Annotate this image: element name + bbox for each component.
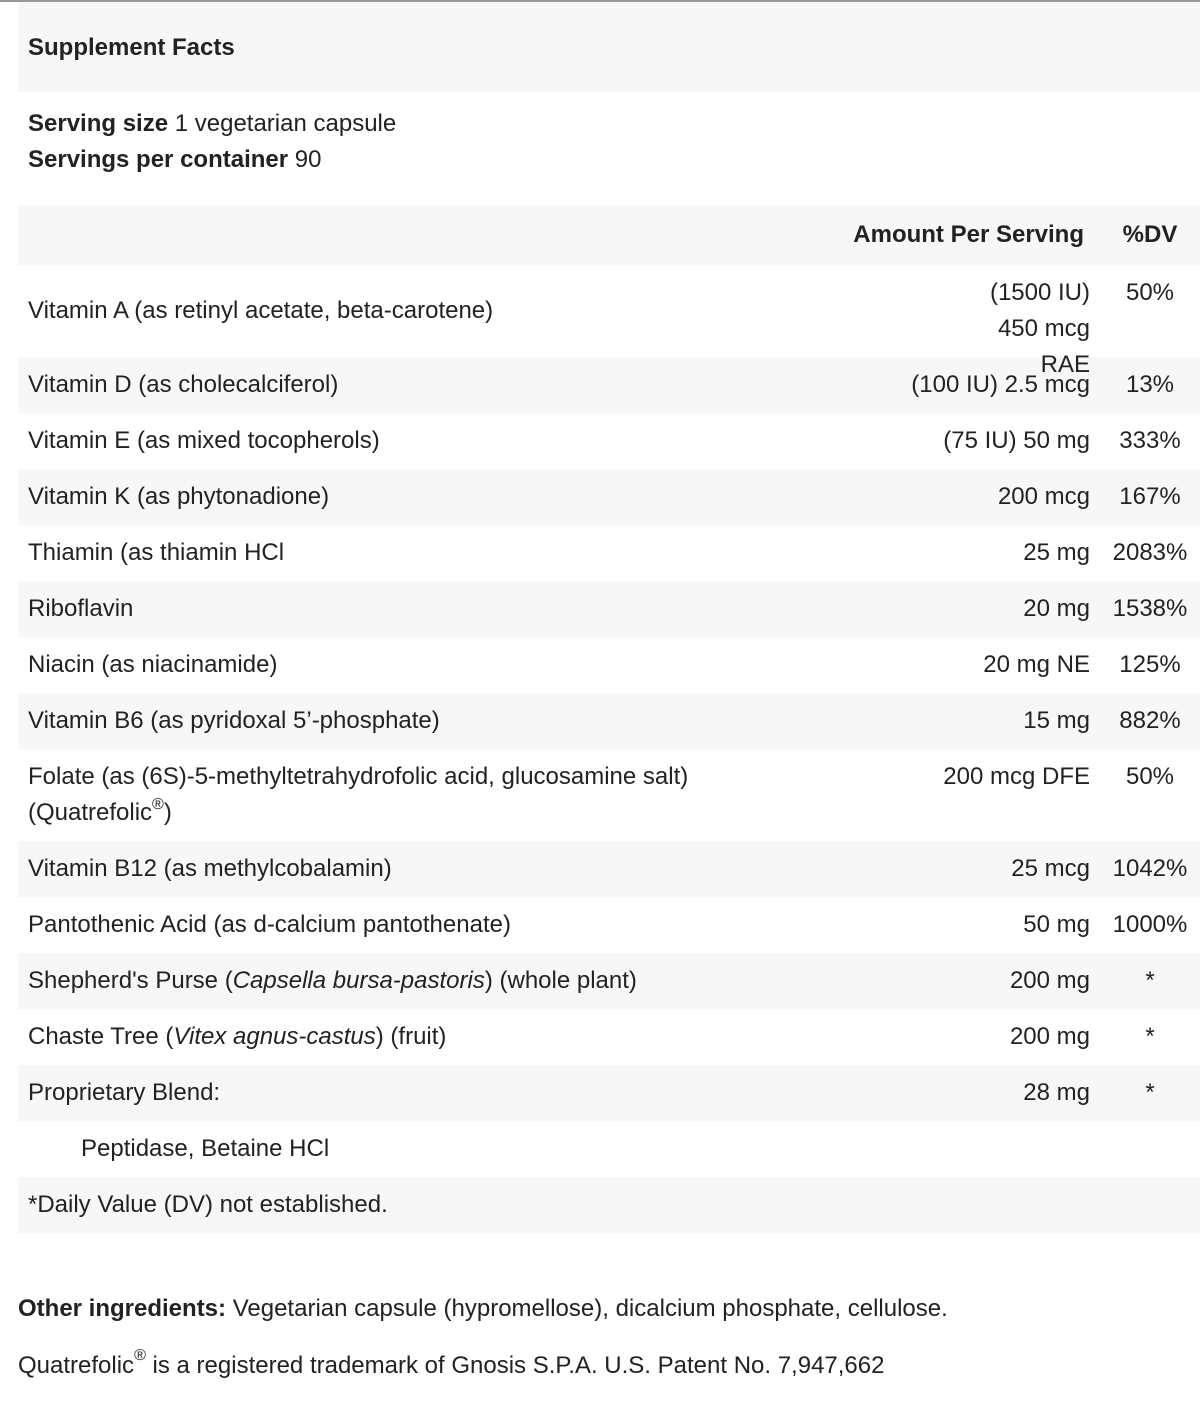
trademark-text: is a registered trademark of Gnosis S.P.A. U.S. Patent No. 7,947,662	[152, 1352, 885, 1379]
nutrient-amount: (75 IU) 50 mg	[943, 427, 1090, 454]
nutrient-amount: 20 mg	[1023, 595, 1090, 622]
blend-ingredients: Peptidase, Betaine HCl	[81, 1135, 330, 1162]
nutrient-dv: *	[1145, 1023, 1155, 1050]
registered-mark: ®	[134, 1347, 146, 1364]
header-amount: Amount Per Serving	[853, 221, 1084, 248]
nutrient-dv: 167%	[1119, 483, 1181, 510]
table-row	[18, 749, 1200, 841]
name-suffix: ) (whole plant)	[484, 967, 637, 994]
nutrient-name: Vitamin A (as retinyl acetate, beta-carotene)	[28, 297, 494, 324]
table-row	[18, 413, 1200, 469]
nutrient-name	[18, 1019, 800, 1055]
table-row	[18, 953, 1200, 1009]
footnote-text: *Daily Value (DV) not established.	[28, 1191, 388, 1218]
nutrient-name: Proprietary Blend:	[28, 1079, 221, 1106]
nutrient-name: Niacin (as niacinamide)	[28, 651, 278, 678]
nutrient-dv: 50%	[1125, 279, 1175, 306]
serving-size-value: 1 vegetarian capsule	[174, 110, 397, 137]
nutrient-dv: 1538%	[1112, 595, 1188, 622]
table-row	[18, 1121, 1200, 1177]
serving-size-label: Serving size	[28, 110, 169, 137]
table-row	[18, 525, 1200, 581]
quatrefolic-name: (Quatrefolic	[28, 799, 153, 826]
nutrient-dv: 333%	[1119, 427, 1181, 454]
nutrient-amount: 25 mcg	[1011, 855, 1090, 882]
nutrient-name: Vitamin B12 (as methylcobalamin)	[28, 855, 392, 882]
nutrient-name: Riboflavin	[28, 595, 134, 622]
table-row	[18, 897, 1200, 953]
closing-paren: )	[163, 799, 172, 826]
trademark-notice	[18, 1348, 1188, 1384]
table-header	[18, 205, 1200, 265]
nutrient-amount: 200 mg	[1009, 967, 1090, 994]
nutrient-amount: (1500 IU) 450 mcg RAE	[989, 279, 1090, 378]
nutrient-amount: 28 mg	[1023, 1079, 1090, 1106]
serving-size	[28, 106, 1200, 142]
nutrient-name: Thiamin (as thiamin HCl	[28, 539, 285, 566]
name-prefix: Chaste Tree (	[28, 1023, 174, 1050]
nutrient-dv: 882%	[1119, 707, 1181, 734]
trademark-brand: Quatrefolic	[18, 1352, 135, 1379]
header-dv: %DV	[1122, 221, 1178, 248]
nutrient-amount: 50 mg	[1023, 911, 1090, 938]
name-suffix: ) (fruit)	[375, 1023, 447, 1050]
table-footnote	[18, 1177, 1200, 1233]
nutrient-amount: 200 mcg DFE	[943, 763, 1090, 790]
table-row	[18, 693, 1200, 749]
table-row	[18, 469, 1200, 525]
table-row	[18, 637, 1200, 693]
nutrient-name: Vitamin B6 (as pyridoxal 5’-phosphate)	[28, 707, 440, 734]
nutrient-name: Vitamin E (as mixed tocopherols)	[28, 427, 380, 454]
nutrient-dv: 125%	[1119, 651, 1181, 678]
nutrient-dv: 2083%	[1112, 539, 1188, 566]
nutrient-name-line1: Folate (as (6S)-5-methyltetrahydrofolic acid, glucosamine salt)	[28, 763, 689, 790]
serving-info	[18, 92, 1200, 205]
nutrient-amount: 15 mg	[1023, 707, 1090, 734]
supplement-facts-panel	[18, 2, 1200, 1233]
nutrient-dv: 1000%	[1112, 911, 1188, 938]
registered-mark: ®	[152, 796, 164, 813]
name-prefix: Shepherd's Purse (	[28, 967, 233, 994]
nutrient-name: Vitamin K (as phytonadione)	[28, 483, 330, 510]
nutrient-name-line2	[28, 795, 800, 831]
other-ingredients-text: Vegetarian capsule (hypromellose), dicalcium phosphate, cellulose.	[232, 1295, 948, 1322]
nutrient-name: Vitamin D (as cholecalciferol)	[28, 371, 339, 398]
latin-name: Vitex agnus-castus	[173, 1023, 376, 1050]
nutrient-dv: *	[1145, 967, 1155, 994]
nutrient-amount: 20 mg NE	[983, 651, 1090, 678]
nutrient-dv: 13%	[1125, 371, 1175, 398]
servings-per-container	[28, 142, 1200, 178]
servings-per-container-label: Servings per container	[28, 146, 289, 173]
nutrient-name: Pantothenic Acid (as d-calcium pantothenate)	[28, 911, 511, 938]
other-ingredients-label: Other ingredients:	[18, 1295, 227, 1322]
table-row	[18, 1009, 1200, 1065]
latin-name: Capsella bursa-pastoris	[232, 967, 485, 994]
nutrient-dv: *	[1145, 1079, 1155, 1106]
nutrient-name	[18, 963, 800, 999]
nutrient-amount: 200 mg	[1009, 1023, 1090, 1050]
table-row	[18, 265, 1200, 378]
facts-title: Supplement Facts	[18, 2, 1200, 92]
nutrient-name	[18, 759, 800, 831]
nutrient-amount: (100 IU) 2.5 mcg	[911, 371, 1090, 398]
nutrient-dv: 1042%	[1112, 855, 1188, 882]
nutrient-amount: 25 mg	[1023, 539, 1090, 566]
servings-per-container-value: 90	[294, 146, 322, 173]
other-ingredients	[18, 1291, 1188, 1327]
table-row	[18, 1065, 1200, 1121]
table-row	[18, 841, 1200, 897]
nutrient-amount: 200 mcg	[997, 483, 1090, 510]
nutrient-dv: 50%	[1125, 763, 1175, 790]
table-row	[18, 581, 1200, 637]
